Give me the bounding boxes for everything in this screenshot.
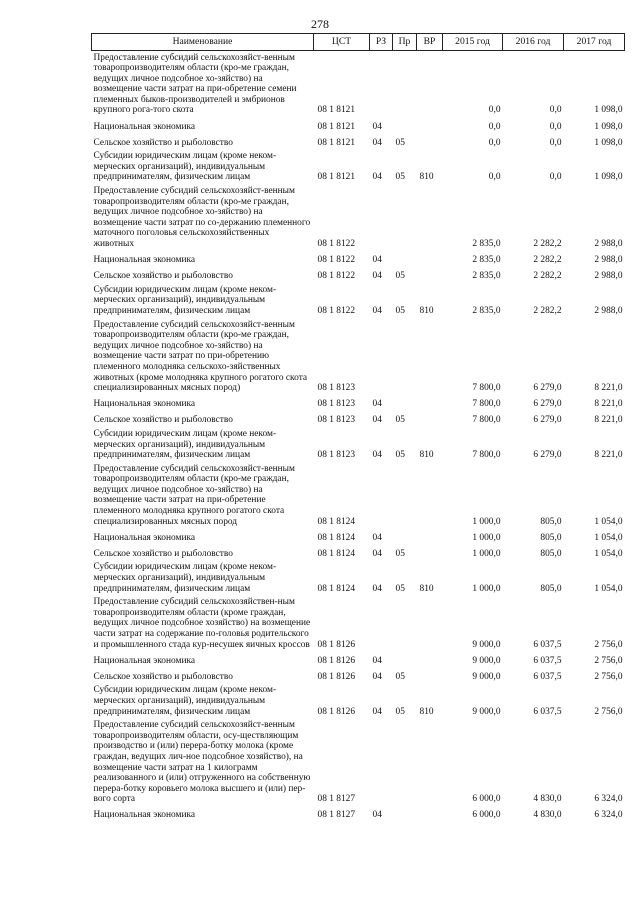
cell-vr bbox=[417, 118, 443, 134]
cell-rz bbox=[370, 596, 393, 652]
cell-pr: 05 bbox=[395, 271, 405, 282]
table-row bbox=[92, 561, 625, 596]
cell-name: Предоставление субсидий сельскохозяйст-венным товаропроизводителям области (кро-ме граждан, ведущих личное подсобное хо-зяйство) на возмещение части затрат по со-держанию племенного маточного поголовья сельскохозяйственных животных bbox=[93, 186, 311, 249]
cell-rz bbox=[370, 51, 393, 118]
cell-rz: 04 bbox=[372, 399, 382, 410]
cell-pr bbox=[393, 462, 417, 529]
cell-pr bbox=[393, 395, 417, 411]
cell-vr bbox=[417, 462, 443, 529]
cell-y2016: 2 282,2 bbox=[533, 255, 562, 266]
cell-y2017: 6 324,0 bbox=[594, 794, 623, 805]
cell-y2016: 4 830,0 bbox=[533, 810, 562, 821]
cell-rz: 04 bbox=[372, 583, 382, 594]
cell-y2016: 0,0 bbox=[549, 137, 562, 148]
cell-y2015: 2 835,0 bbox=[472, 305, 501, 316]
cell-cst: 08 1 8126 bbox=[317, 706, 355, 717]
cell-y2016: 805,0 bbox=[540, 516, 562, 527]
cell-y2015: 6 000,0 bbox=[472, 794, 501, 805]
cell-y2017: 1 054,0 bbox=[594, 516, 623, 527]
cell-y2017: 1 054,0 bbox=[594, 532, 623, 543]
cell-pr bbox=[393, 529, 417, 545]
cell-pr: 05 bbox=[395, 172, 405, 183]
cell-cst: 08 1 8122 bbox=[317, 271, 355, 282]
cell-y2017: 1 054,0 bbox=[594, 548, 623, 559]
header-name: Наименование bbox=[92, 34, 314, 51]
table-row bbox=[92, 395, 625, 411]
table-header-row bbox=[92, 34, 625, 51]
cell-y2016: 0,0 bbox=[549, 172, 562, 183]
cell-y2016: 6 037,5 bbox=[533, 655, 562, 666]
cell-cst: 08 1 8126 bbox=[317, 671, 355, 682]
cell-vr bbox=[417, 395, 443, 411]
cell-cst: 08 1 8127 bbox=[317, 794, 355, 805]
cell-y2016: 4 830,0 bbox=[533, 794, 562, 805]
cell-y2017: 2 756,0 bbox=[594, 671, 623, 682]
cell-vr: 810 bbox=[419, 706, 434, 717]
cell-rz: 04 bbox=[372, 415, 382, 426]
table-body bbox=[92, 51, 625, 823]
cell-y2017: 1 098,0 bbox=[594, 105, 623, 116]
cell-vr: 810 bbox=[419, 172, 434, 183]
cell-vr bbox=[417, 318, 443, 395]
cell-name: Национальная экономика bbox=[93, 255, 196, 266]
table-row bbox=[92, 652, 625, 668]
cell-vr bbox=[417, 51, 443, 118]
cell-name: Сельское хозяйство и рыболовство bbox=[93, 548, 233, 559]
cell-rz: 04 bbox=[372, 810, 382, 821]
cell-cst: 08 1 8121 bbox=[317, 137, 355, 148]
cell-name: Субсидии юридическим лицам (кроме неком-мерческих организаций), индивидуальным предпринимателям, физическим лицам bbox=[93, 151, 277, 183]
cell-name: Сельское хозяйство и рыболовство bbox=[93, 271, 233, 282]
table-row bbox=[92, 529, 625, 545]
cell-cst: 08 1 8123 bbox=[317, 399, 355, 410]
cell-y2015: 7 800,0 bbox=[472, 450, 501, 461]
cell-rz bbox=[370, 462, 393, 529]
cell-name: Национальная экономика bbox=[93, 532, 196, 543]
cell-y2017: 2 988,0 bbox=[594, 305, 623, 316]
cell-y2017: 1 054,0 bbox=[594, 583, 623, 594]
cell-y2016: 6 279,0 bbox=[533, 383, 562, 394]
cell-rz: 04 bbox=[372, 255, 382, 266]
cell-pr bbox=[393, 719, 417, 807]
cell-name: Предоставление субсидий сельскохозяйствен-ным товаропроизводителям области (кроме граждан, ведущих личное подсобное хозяйство) на возмещение части затрат на содержание по-головья родительского и промышленного стада кур-несушек яичных кроссов bbox=[93, 597, 311, 650]
cell-y2017: 1 098,0 bbox=[594, 121, 623, 132]
cell-rz: 04 bbox=[372, 450, 382, 461]
cell-pr: 05 bbox=[395, 671, 405, 682]
table-row bbox=[92, 596, 625, 652]
cell-rz: 04 bbox=[372, 137, 382, 148]
table-row bbox=[92, 134, 625, 150]
cell-pr bbox=[393, 596, 417, 652]
cell-cst: 08 1 8123 bbox=[317, 450, 355, 461]
cell-y2015: 2 835,0 bbox=[472, 255, 501, 266]
cell-pr bbox=[393, 251, 417, 267]
header-rz: РЗ bbox=[370, 34, 393, 51]
cell-name: Субсидии юридическим лицам (кроме неком-мерческих организаций), индивидуальным предпринимателям, физическим лицам bbox=[93, 685, 277, 717]
cell-cst: 08 1 8122 bbox=[317, 239, 355, 249]
cell-y2017: 1 098,0 bbox=[594, 172, 623, 183]
cell-cst: 08 1 8127 bbox=[317, 810, 355, 821]
cell-vr bbox=[417, 806, 443, 822]
cell-rz: 04 bbox=[372, 671, 382, 682]
cell-y2017: 2 988,0 bbox=[594, 239, 623, 249]
cell-rz bbox=[370, 318, 393, 395]
cell-cst: 08 1 8123 bbox=[317, 415, 355, 426]
cell-y2017: 8 221,0 bbox=[594, 383, 623, 394]
cell-y2017: 1 098,0 bbox=[594, 137, 623, 148]
cell-pr bbox=[393, 185, 417, 252]
cell-rz: 04 bbox=[372, 548, 382, 559]
cell-rz bbox=[370, 185, 393, 252]
cell-vr bbox=[417, 267, 443, 283]
cell-y2015: 1 000,0 bbox=[472, 516, 501, 527]
header-pr: Пр bbox=[393, 34, 417, 51]
cell-y2015: 9 000,0 bbox=[472, 639, 501, 650]
cell-name: Предоставление субсидий сельскохозяйст-венным товаропроизводителям области (кро-ме граждан, ведущих личное подсобное хо-зяйство) на возмещение части затрат по при-обретению племенного молодняка сельскохо-зяйственных животных (кроме молодняка крупного рогатого скота специализированных мясных пород) bbox=[93, 319, 308, 394]
cell-y2016: 805,0 bbox=[540, 583, 562, 594]
table-row bbox=[92, 427, 625, 462]
header-cst: ЦСТ bbox=[314, 34, 370, 51]
cell-y2017: 2 756,0 bbox=[594, 655, 623, 666]
table-row bbox=[92, 806, 625, 822]
table-row bbox=[92, 185, 625, 252]
cell-y2016: 6 279,0 bbox=[533, 415, 562, 426]
cell-name: Национальная экономика bbox=[93, 399, 196, 410]
cell-pr bbox=[393, 118, 417, 134]
cell-name: Предоставление субсидий сельскохозяйст-венным товаропроизводителям области, осу-ществляющим производство и (или) перера-ботку молока (кроме граждан, ведущих лич-ное подсобное хозяйство), на возмещение части затрат на 1 килограмм реализованного и (или) отгруженного на собственную перера-ботку коровьего молока высшего и (или) пер-вого сорта bbox=[93, 720, 311, 805]
cell-pr: 05 bbox=[395, 137, 405, 148]
table-row bbox=[92, 267, 625, 283]
cell-cst: 08 1 8126 bbox=[317, 655, 355, 666]
cell-y2016: 2 282,2 bbox=[533, 305, 562, 316]
cell-rz: 04 bbox=[372, 532, 382, 543]
cell-cst: 08 1 8121 bbox=[317, 172, 355, 183]
cell-y2017: 8 221,0 bbox=[594, 399, 623, 410]
table-row bbox=[92, 684, 625, 719]
cell-y2017: 2 988,0 bbox=[594, 255, 623, 266]
cell-cst: 08 1 8124 bbox=[317, 516, 355, 527]
cell-rz bbox=[370, 719, 393, 807]
cell-vr bbox=[417, 185, 443, 252]
cell-y2015: 0,0 bbox=[488, 172, 501, 183]
cell-vr bbox=[417, 719, 443, 807]
cell-pr bbox=[393, 51, 417, 118]
cell-y2015: 9 000,0 bbox=[472, 655, 501, 666]
cell-cst: 08 1 8124 bbox=[317, 532, 355, 543]
cell-y2015: 7 800,0 bbox=[472, 399, 501, 410]
cell-cst: 08 1 8126 bbox=[317, 639, 355, 650]
cell-pr: 05 bbox=[395, 583, 405, 594]
cell-y2015: 0,0 bbox=[488, 121, 501, 132]
cell-y2017: 6 324,0 bbox=[594, 810, 623, 821]
cell-rz: 04 bbox=[372, 121, 382, 132]
cell-y2015: 1 000,0 bbox=[472, 583, 501, 594]
cell-name: Предоставление субсидий сельскохозяйст-венным товаропроизводителям области (кро-ме граждан, ведущих личное подсобное хо-зяйство) на возмещение части затрат на при-обретение семени племенных быков-производителей и эмбрионов крупного рога-того скота bbox=[93, 52, 297, 116]
cell-rz: 04 bbox=[372, 172, 382, 183]
cell-vr bbox=[417, 134, 443, 150]
cell-vr bbox=[417, 251, 443, 267]
cell-rz: 04 bbox=[372, 271, 382, 282]
cell-y2015: 7 800,0 bbox=[472, 415, 501, 426]
cell-y2015: 1 000,0 bbox=[472, 532, 501, 543]
cell-vr bbox=[417, 411, 443, 427]
cell-y2016: 6 279,0 bbox=[533, 450, 562, 461]
cell-y2016: 2 282,2 bbox=[533, 239, 562, 249]
cell-vr bbox=[417, 545, 443, 561]
cell-y2017: 2 756,0 bbox=[594, 706, 623, 717]
cell-pr: 05 bbox=[395, 548, 405, 559]
cell-cst: 08 1 8124 bbox=[317, 548, 355, 559]
cell-vr bbox=[417, 596, 443, 652]
cell-name: Сельское хозяйство и рыболовство bbox=[93, 671, 233, 682]
cell-y2015: 1 000,0 bbox=[472, 548, 501, 559]
cell-pr: 05 bbox=[395, 706, 405, 717]
cell-name: Сельское хозяйство и рыболовство bbox=[93, 415, 233, 426]
cell-cst: 08 1 8122 bbox=[317, 255, 355, 266]
table-row bbox=[92, 150, 625, 185]
cell-y2015: 0,0 bbox=[488, 137, 501, 148]
table-row bbox=[92, 719, 625, 807]
cell-y2015: 0,0 bbox=[488, 105, 501, 116]
table-row bbox=[92, 411, 625, 427]
cell-rz: 04 bbox=[372, 305, 382, 316]
cell-pr bbox=[393, 806, 417, 822]
cell-vr bbox=[417, 652, 443, 668]
cell-name: Субсидии юридическим лицам (кроме неком-мерческих организаций), индивидуальным предпринимателям, физическим лицам bbox=[93, 284, 277, 316]
cell-name: Предоставление субсидий сельскохозяйст-венным товаропроизводителям области (кро-ме граждан, ведущих личное подсобное хо-зяйство) на возмещение части затрат на при-обретение племенного молодняка крупного рогатого скота специализированных мясных пород bbox=[93, 463, 295, 527]
cell-vr: 810 bbox=[419, 583, 434, 594]
cell-name: Сельское хозяйство и рыболовство bbox=[93, 137, 233, 148]
cell-y2016: 805,0 bbox=[540, 532, 562, 543]
cell-y2015: 9 000,0 bbox=[472, 671, 501, 682]
cell-y2015: 9 000,0 bbox=[472, 706, 501, 717]
cell-vr bbox=[417, 668, 443, 684]
cell-y2016: 0,0 bbox=[549, 105, 562, 116]
cell-y2016: 6 037,5 bbox=[533, 639, 562, 650]
cell-name: Субсидии юридическим лицам (кроме неком-мерческих организаций), индивидуальным предпринимателям, физическим лицам bbox=[93, 562, 277, 594]
cell-y2017: 8 221,0 bbox=[594, 415, 623, 426]
cell-y2015: 7 800,0 bbox=[472, 383, 501, 394]
cell-pr: 05 bbox=[395, 415, 405, 426]
table-row bbox=[92, 668, 625, 684]
table-row bbox=[92, 545, 625, 561]
cell-name: Национальная экономика bbox=[93, 655, 196, 666]
cell-vr: 810 bbox=[419, 305, 434, 316]
cell-cst: 08 1 8121 bbox=[317, 121, 355, 132]
cell-y2015: 2 835,0 bbox=[472, 239, 501, 249]
cell-y2016: 6 037,5 bbox=[533, 671, 562, 682]
cell-vr: 810 bbox=[419, 450, 434, 461]
table-row bbox=[92, 51, 625, 118]
table-row bbox=[92, 462, 625, 529]
budget-table bbox=[91, 33, 625, 823]
cell-pr bbox=[393, 318, 417, 395]
cell-y2017: 2 988,0 bbox=[594, 271, 623, 282]
cell-y2016: 2 282,2 bbox=[533, 271, 562, 282]
cell-vr bbox=[417, 529, 443, 545]
header-2016: 2016 год bbox=[503, 34, 564, 51]
table-row bbox=[92, 118, 625, 134]
header-vr: ВР bbox=[417, 34, 443, 51]
cell-pr: 05 bbox=[395, 450, 405, 461]
cell-rz: 04 bbox=[372, 655, 382, 666]
cell-name: Национальная экономика bbox=[93, 121, 196, 132]
table-row bbox=[92, 283, 625, 318]
cell-y2015: 2 835,0 bbox=[472, 271, 501, 282]
cell-rz: 04 bbox=[372, 706, 382, 717]
cell-y2015: 6 000,0 bbox=[472, 810, 501, 821]
cell-name: Национальная экономика bbox=[93, 810, 196, 821]
cell-cst: 08 1 8124 bbox=[317, 583, 355, 594]
cell-pr bbox=[393, 652, 417, 668]
cell-y2016: 6 279,0 bbox=[533, 399, 562, 410]
table-row bbox=[92, 251, 625, 267]
page-number: 278 bbox=[311, 17, 329, 31]
cell-cst: 08 1 8121 bbox=[317, 105, 355, 116]
cell-y2016: 6 037,5 bbox=[533, 706, 562, 717]
cell-y2016: 805,0 bbox=[540, 548, 562, 559]
cell-name: Субсидии юридическим лицам (кроме неком-мерческих организаций), индивидуальным предпринимателям, физическим лицам bbox=[93, 428, 277, 461]
cell-pr: 05 bbox=[395, 305, 405, 316]
table-row bbox=[92, 318, 625, 395]
cell-y2017: 8 221,0 bbox=[594, 450, 623, 461]
header-2017: 2017 год bbox=[564, 34, 625, 51]
cell-cst: 08 1 8123 bbox=[317, 383, 355, 394]
cell-cst: 08 1 8122 bbox=[317, 305, 355, 316]
header-2015: 2015 год bbox=[443, 34, 503, 51]
cell-y2016: 0,0 bbox=[549, 121, 562, 132]
cell-y2017: 2 756,0 bbox=[594, 639, 623, 650]
